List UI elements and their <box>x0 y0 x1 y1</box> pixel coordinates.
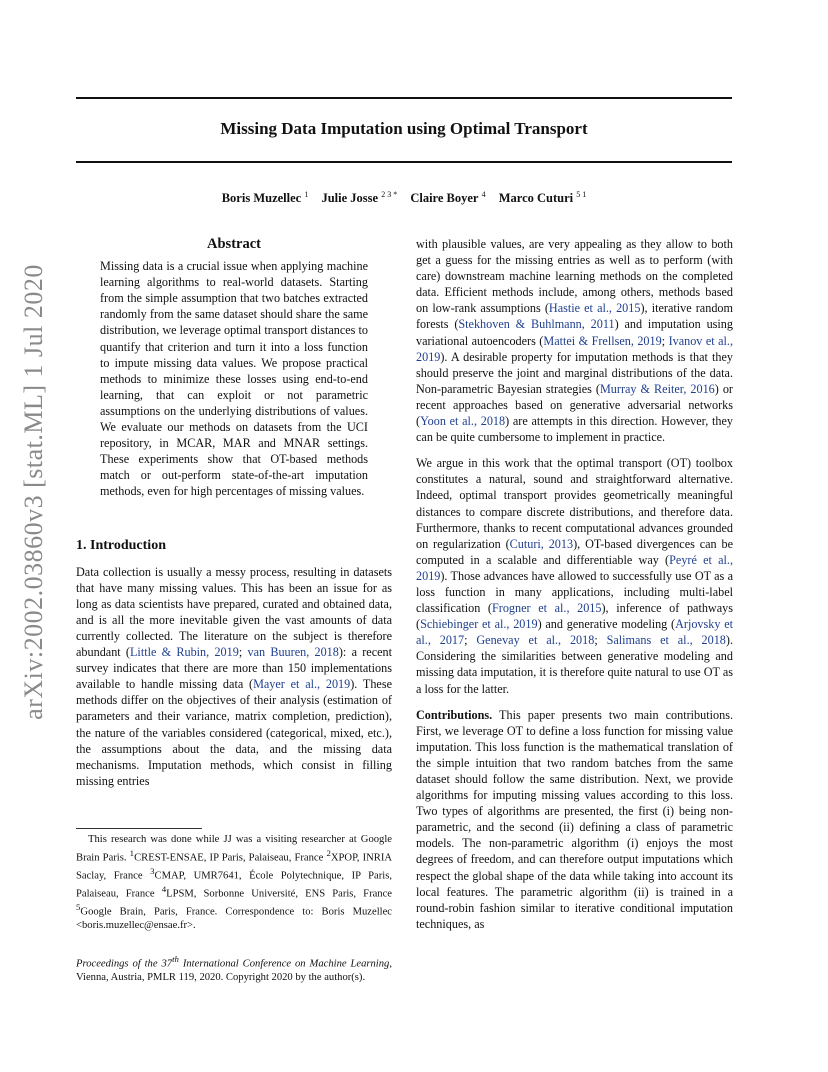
title-bottom-rule <box>76 161 732 163</box>
left-column <box>76 236 392 799</box>
citation-link[interactable]: Ivanov et al., 2019 <box>416 333 733 364</box>
citation-link[interactable]: van Buuren, 2018 <box>247 645 339 660</box>
author: Claire Boyer $^4$ <box>410 190 486 206</box>
footnotes <box>76 833 392 984</box>
citation-link[interactable]: Schiebinger et al., 2019 <box>420 617 538 632</box>
citation-link[interactable]: Mattei & Frellsen, 2019 <box>543 333 662 348</box>
citation-link[interactable]: Cuturi, 2013 <box>509 536 574 551</box>
citation-link[interactable]: Frogner et al., 2015 <box>491 601 602 616</box>
intro-paragraph: Data collection is usually a messy process, resulting in datasets that have many missing values. This has been an issue for as long as data scientists have prepared, curated and obtained data, and is all the more inevitable given the vast amounts of data currently collected. The literature on the subject is therefore abundant (Little & Rubin, 2019; van Buuren, 2018): a recent survey indicates that there are more than 150 implementations available to handle missing data (Mayer et al., 2019). These methods differ on the objectives of their analysis (estimation of parameters and their variance, matrix completion, prediction), the nature of the variables considered (categorical, mixed, etc.), the assumptions about the data, and the missing data mechanisms. Imputation methods, which consist in filling missing entries <box>76 564 392 788</box>
affiliation-footnote: This research was done while JJ was a visiting researcher at Google Brain Paris. $^1$CREST-ENSAE, IP Paris, Palaiseau, France $^2$XPOP, INRIA Saclay, France $^3$CMAP, UMR7641, École Polytechnique, IP Paris, Palaiseau, France $^4$LPSM, Sorbonne Université, ENS Paris, France $^5$Google Brain, Paris, France. Correspondence to: Boris Muzellec <boris.muzellec@ensae.fr>. <box>76 834 392 932</box>
citation-link[interactable]: Little & Rubin, 2019 <box>129 645 239 660</box>
citation-link[interactable]: Peyré et al., 2019 <box>416 552 733 583</box>
right-column <box>416 236 733 942</box>
author-list <box>76 190 732 206</box>
title-top-rule <box>76 97 732 99</box>
section-heading-introduction: 1. Introduction <box>76 537 166 553</box>
author: Boris Muzellec $^1$ <box>221 190 309 206</box>
citation-link[interactable]: Mayer et al., 2019 <box>253 677 351 692</box>
citation-link[interactable]: Yoon et al., 2018 <box>420 414 506 429</box>
arxiv-identifier: arXiv:2002.03860v3 [stat.ML] 1 Jul 2020 <box>19 264 48 720</box>
contributions-paragraph: Contributions. This paper presents two main contributions. First, we leverage OT to define a loss function for missing value imputation. This loss function is the mathematical translation of the simple intuition that two random batches from the same dataset should follow the same distribution. Next, we provide algorithms for imputing missing values according to this loss. Two types of algorithms are presented, the first (i) being non-parametric, and the second (ii) defining a class of parametric models. The non-parametric algorithm (i) enjoys the most degrees of freedom, and can therefore output imputations which respect the global shape of the data while taking into account its local features. The parametric algorithm (ii) is trained in a round-robin fashion similar to iterative conditional imputation techniques, as <box>416 707 733 931</box>
ot-paragraph: We argue in this work that the optimal transport (OT) toolbox constitutes a natural, sound and straightforward alternative. Indeed, optimal transport provides geometrically meaningful distances to compare discrete distributions, and therefore data. Furthermore, thanks to recent computational advances grounded on regularization (Cuturi, 2013), OT-based divergences can be computed in a scalable and differentiable way (Peyré et al., 2019). Those advances have allowed to successfully use OT as a loss function in many applications, including multi-label classification (Frogner et al., 2015), inference of pathways (Schiebinger et al., 2019) and generative modeling (Arjovsky et al., 2017; Genevay et al., 2018; Salimans et al., 2018). Considering the similarities between generative modeling and missing data imputation, it is therefore quite natural to use OT as a loss for the latter. <box>416 456 734 696</box>
citation-link[interactable]: Arjovsky et al., 2017 <box>416 617 734 648</box>
abstract-text: Missing data is a crucial issue when applying machine learning algorithms to real-world datasets. Starting from the simple assumption that two batches extracted randomly from the same dataset should share the same distribution, we leverage optimal transport distances to quantify that criterion and turn it into a loss function to impute missing data values. We propose practical methods to minimize these losses using end-to-end learning, that can exploit or not parametric assumptions on the underlying distributions of values. We evaluate our methods on datasets from the UCI repository, in MCAR, MAR and MNAR settings. These experiments show that OT-based methods match or out-perform state-of-the-art imputation methods, even for high percentages of missing values. <box>100 259 368 499</box>
footnote-rule <box>76 828 202 829</box>
author: Julie Josse $^{2 3 *}$ <box>321 190 398 206</box>
arxiv-sidebar <box>6 264 62 720</box>
citation-link[interactable]: Genevay et al., 2018 <box>476 633 595 648</box>
author: Marco Cuturi $^{5 1}$ <box>498 190 587 206</box>
proceedings-note: Proceedings of the 37th International Conference on Machine Learning, Vienna, Austria, PMLR 119, 2020. Copyright 2020 by the author(s). <box>76 953 392 983</box>
paper-title: Missing Data Imputation using Optimal Transport <box>220 119 588 138</box>
citation-link[interactable]: Murray & Reiter, 2016 <box>599 381 715 396</box>
citation-link[interactable]: Salimans et al., 2018 <box>606 633 726 648</box>
abstract-heading: Abstract <box>207 236 261 252</box>
citation-link[interactable]: Stekhoven & Buhlmann, 2011 <box>458 317 615 332</box>
citation-link[interactable]: Hastie et al., 2015 <box>548 301 641 316</box>
contributions-heading: Contributions. <box>416 707 493 722</box>
intro-paragraph-continued: with plausible values, are very appealing as they allow to both get a guess for the missing entries as well as to perform (with care) downstream machine learning methods on the completed data. Efficient methods include, among others, methods based on low-rank assumptions (Hastie et al., 2015), iterative random forests (Stekhoven & Buhlmann, 2011) and imputation using variational autoencoders (Mattei & Frellsen, 2019; Ivanov et al., 2019). A desirable property for imputation methods is that they should preserve the joint and marginal distributions of the data. Non-parametric Bayesian strategies (Murray & Reiter, 2016) or recent approaches based on generative adversarial networks (Yoon et al., 2018) are attempts in this direction. However, they can be quite cumbersome to implement in practice. <box>416 237 733 445</box>
